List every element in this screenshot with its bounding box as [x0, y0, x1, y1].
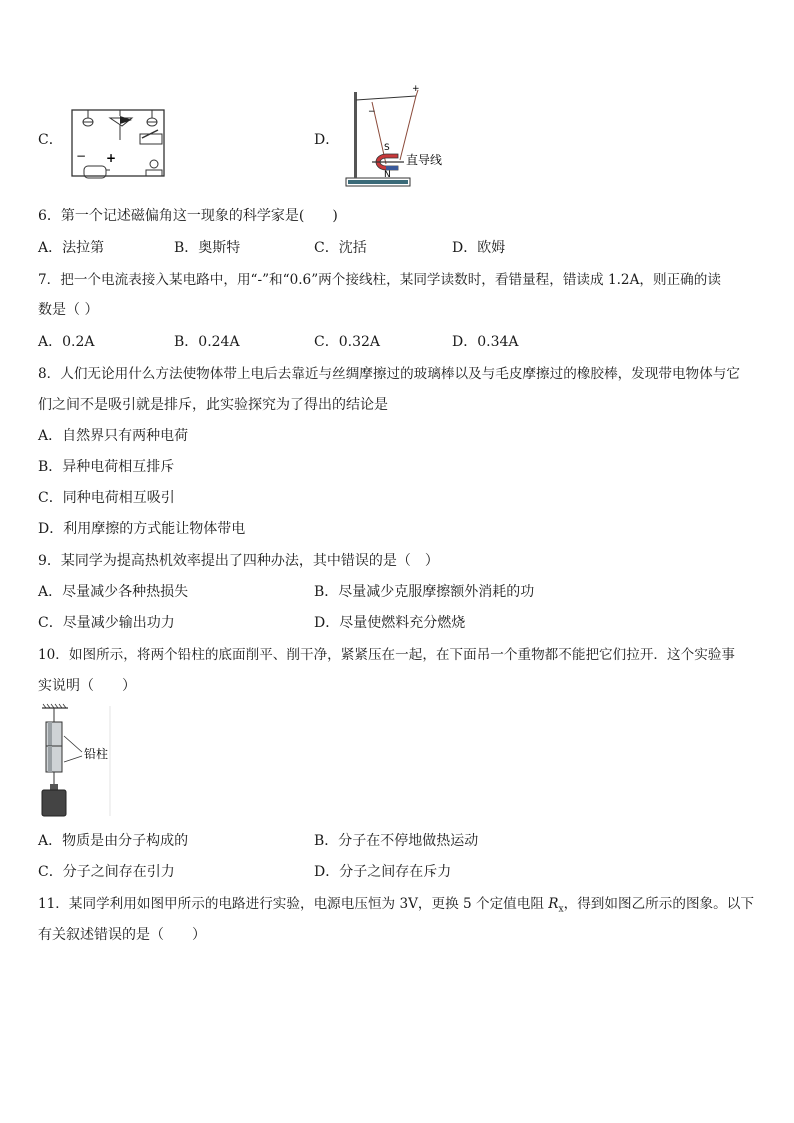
q9-option-a: A．尽量减少各种热损失 — [38, 584, 189, 600]
q10-option-d: D．分子之间存在斥力 — [314, 864, 452, 880]
q10-figure-label: 铅柱 — [84, 747, 109, 761]
q6-option-b: B．奥斯特 — [174, 240, 241, 256]
q7-stem-line1: 7．把一个电流表接入某电路中，用“-”和“0.6”两个接线柱，某同学读数时，看错量程，错读成 1.2A，则正确的读 — [38, 272, 721, 288]
q11-resistor-symbol: R — [548, 896, 559, 912]
q9-option-c: C．尽量减少输出功力 — [38, 615, 175, 631]
fig-d-minus-sign: − — [368, 107, 376, 117]
q11-stem-part-a: 11．某同学利用如图甲所示的电路进行实验，电源电压恒为 3V，更换 5 个定值电阻 — [38, 896, 549, 912]
q8-option-a: A．自然界只有两种电荷 — [38, 428, 189, 444]
q10-stem-line1: 10．如图所示，将两个铅柱的底面削平、削干净，紧紧压在一起，在下面吊一个重物都不能把它们拉开．这个实验事 — [38, 647, 735, 663]
q7-option-a: A．0.2A — [38, 334, 95, 350]
fig-d-north-pole: N — [384, 170, 391, 180]
q11-resistor-subscript: x — [558, 904, 564, 915]
q8-stem-line2: 们之间不是吸引就是排斥，此实验探究为了得出的结论是 — [38, 397, 388, 413]
q5-option-d-figure — [342, 84, 452, 188]
q7-option-c: C．0.32A — [314, 334, 380, 350]
q11-stem-line2: 有关叙述错误的是（ ） — [38, 927, 206, 943]
fig-d-south-pole: S — [384, 143, 390, 153]
fig-d-plus-sign: + — [412, 84, 420, 94]
q7-option-d: D．0.34A — [452, 334, 519, 350]
fig-c-plus-sign: + — [106, 151, 117, 165]
q9-option-b: B．尽量减少克服摩擦额外消耗的功 — [314, 584, 535, 600]
q11-stem-part-b: ，得到如图乙所示的图象。以下 — [563, 896, 754, 912]
q10-lead-cylinders-figure — [38, 702, 114, 820]
q7-stem-line2: 数是（ ） — [38, 302, 99, 318]
q9-option-d: D．尽量使燃料充分燃烧 — [314, 615, 466, 631]
q6-option-c: C．沈括 — [314, 240, 367, 256]
fig-d-wire-label: 直导线 — [406, 153, 443, 167]
q6-option-d: D．欧姆 — [452, 240, 506, 256]
q5-option-c-figure — [66, 104, 170, 184]
fig-c-minus-sign: − — [76, 149, 87, 163]
q8-option-c: C．同种电荷相互吸引 — [38, 490, 175, 506]
q5-option-c-label: C． — [38, 132, 63, 148]
q6-stem: 6．第一个记述磁偏角这一现象的科学家是( ) — [38, 208, 338, 224]
q8-stem-line1: 8．人们无论用什么方法使物体带上电后去靠近与丝绸摩擦过的玻璃棒以及与毛皮摩擦过的橡胶棒，发现带电物体与它 — [38, 366, 740, 382]
q11-stem-line1 — [38, 894, 754, 920]
q9-stem: 9．某同学为提高热机效率提出了四种办法，其中错误的是（ ） — [38, 553, 439, 569]
q10-option-c: C．分子之间存在引力 — [38, 864, 175, 880]
q6-option-a: A．法拉第 — [38, 240, 105, 256]
q10-option-b: B．分子在不停地做热运动 — [314, 833, 479, 849]
q10-stem-line2: 实说明（ ） — [38, 678, 136, 694]
q7-option-b: B．0.24A — [174, 334, 240, 350]
q8-option-d: D．利用摩擦的方式能让物体带电 — [38, 521, 246, 537]
q10-option-a: A．物质是由分子构成的 — [38, 833, 189, 849]
q8-option-b: B．异种电荷相互排斥 — [38, 459, 175, 475]
q5-option-d-label: D． — [314, 132, 340, 148]
